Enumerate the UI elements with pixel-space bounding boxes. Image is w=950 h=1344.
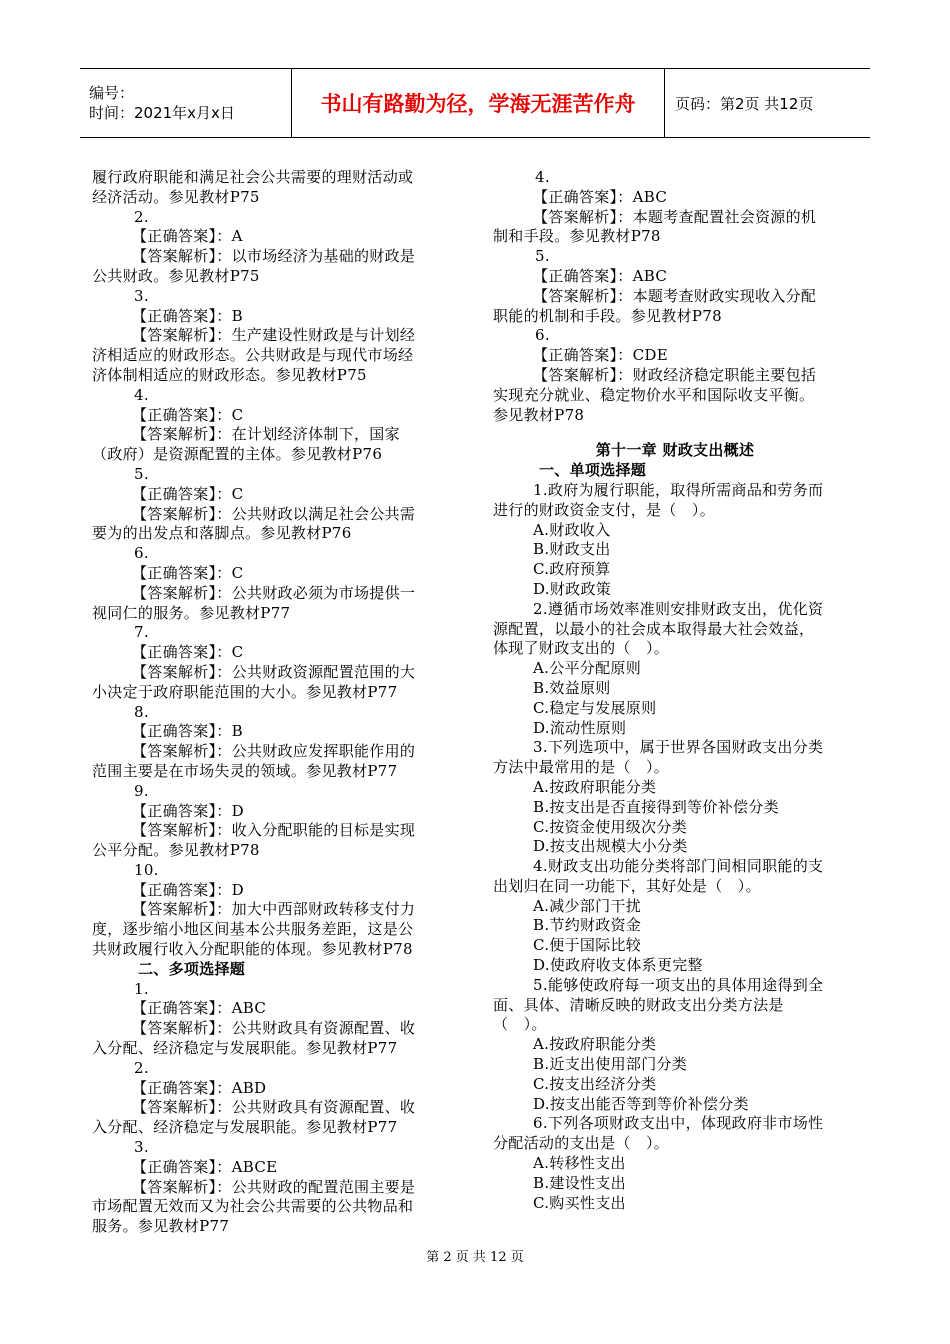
- text-line: B.效益原则: [533, 678, 611, 697]
- header-page-info: 页码：第2页 共12页: [675, 94, 814, 113]
- text-line: 【答案解析】：公共财政具有资源配置、收: [132, 1098, 416, 1117]
- text-line: 5.能够使政府每一项支出的具体用途得到全: [533, 975, 824, 994]
- text-line: 实现充分就业、稳定物价水平和国际收支平衡。: [493, 385, 815, 404]
- text-line: D.流动性原则: [533, 718, 627, 737]
- text-line: A.按政府职能分类: [533, 777, 657, 796]
- text-line: 【答案解析】：加大中西部财政转移支付力: [132, 900, 416, 919]
- text-line: 二、多项选择题: [138, 959, 246, 978]
- text-line: 公平分配。参见教材P78: [92, 841, 260, 860]
- text-line: 10.: [134, 860, 159, 879]
- text-line: A.公平分配原则: [533, 659, 642, 678]
- text-line: 3.: [134, 286, 149, 305]
- text-line: 【正确答案】：D: [132, 801, 244, 820]
- text-line: 【正确答案】：ABC: [533, 187, 668, 206]
- page-header: [80, 68, 870, 138]
- right-column: [493, 168, 857, 1213]
- text-line: 【答案解析】：收入分配职能的目标是实现: [132, 821, 416, 840]
- text-line: 【答案解析】：生产建设性财政是与计划经: [132, 326, 416, 345]
- text-line: 入分配、经济稳定与发展职能。参见教材P77: [92, 1118, 398, 1137]
- text-line: C.政府预算: [533, 560, 611, 579]
- text-line: 4.财政支出功能分类将部门间相同职能的支: [533, 857, 824, 876]
- text-line: 入分配、经济稳定与发展职能。参见教材P77: [92, 1039, 398, 1058]
- text-line: 【答案解析】：公共财政必须为市场提供一: [132, 583, 416, 602]
- text-line: 职能的机制和手段。参见教材P78: [493, 306, 722, 325]
- document-date: 时间：2021年x月x日: [89, 104, 235, 122]
- answer-block-multi-choice: [493, 168, 857, 425]
- text-line: 5.: [134, 464, 149, 483]
- text-line: 【正确答案】：CDE: [533, 346, 668, 365]
- text-line: （ ）。: [493, 1015, 547, 1034]
- text-line: 【答案解析】：公共财政以满足社会公共需: [132, 504, 416, 523]
- text-line: 【正确答案】：C: [132, 484, 244, 503]
- text-line: C.稳定与发展原则: [533, 698, 657, 717]
- text-line: 【答案解析】：公共财政的配置范围主要是: [132, 1177, 416, 1196]
- text-line: 【答案解析】：公共财政具有资源配置、收: [132, 1019, 416, 1038]
- text-line: 济相适应的财政形态。公共财政是与现代市场经: [92, 346, 414, 365]
- question-block-single-choice: [493, 481, 857, 1213]
- text-line: 【答案解析】：财政经济稳定职能主要包括: [533, 365, 817, 384]
- text-line: B.节约财政资金: [533, 916, 642, 935]
- text-line: B.按支出是否直接得到等价补偿分类: [533, 797, 779, 816]
- text-line: 【答案解析】：以市场经济为基础的财政是: [132, 247, 416, 266]
- text-line: D.使政府收支体系更完整: [533, 956, 703, 975]
- text-line: 9.: [134, 781, 149, 800]
- text-line: 小决定于政府职能范围的大小。参见教材P77: [92, 682, 398, 701]
- text-line: 【正确答案】：A: [132, 227, 243, 246]
- text-line: 要为的出发点和落脚点。参见教材P76: [92, 524, 352, 543]
- text-line: 【正确答案】：ABC: [533, 266, 668, 285]
- header-motto: 书山有路勤为径，学海无涯苦作舟: [292, 69, 665, 137]
- text-line: 【正确答案】：C: [132, 405, 244, 424]
- text-line: D.按支出规模大小分类: [533, 837, 688, 856]
- text-line: 范围主要是在市场失灵的领域。参见教材P77: [92, 761, 398, 780]
- text-line: 【正确答案】：ABD: [132, 1078, 267, 1097]
- text-line: 1.政府为履行职能，取得所需商品和劳务而: [533, 480, 824, 499]
- text-line: A.按政府职能分类: [533, 1035, 657, 1054]
- text-line: A.减少部门干扰: [533, 896, 642, 915]
- text-line: 【答案解析】：在计划经济体制下，国家: [132, 425, 400, 444]
- document-number-label: 编号：: [89, 84, 135, 102]
- text-line: 【正确答案】：C: [132, 563, 244, 582]
- text-line: 市场配置无效而又为社会公共需要的公共物品和: [92, 1197, 414, 1216]
- text-line: 2.遵循市场效率准则安排财政支出，优化资: [533, 599, 824, 618]
- text-line: 方法中最常用的是（ ）。: [493, 758, 670, 777]
- left-column: [92, 168, 454, 1237]
- text-line: B.建设性支出: [533, 1173, 626, 1192]
- text-line: 8.: [134, 702, 149, 721]
- text-line: 7.: [134, 623, 149, 642]
- text-line: 制和手段。参见教材P78: [493, 227, 661, 246]
- text-line: 共财政履行收入分配职能的体现。参见教材P78: [92, 940, 413, 959]
- page-footer: 第 2 页 共 12 页: [426, 1250, 524, 1265]
- text-line: A.转移性支出: [533, 1154, 626, 1173]
- text-line: 面、具体、清晰反映的财政支出分类方法是: [493, 995, 784, 1014]
- text-line: 2.: [134, 1058, 149, 1077]
- text-line: 4.: [535, 168, 550, 186]
- text-line: 【正确答案】：ABC: [132, 999, 267, 1018]
- text-line: 源配置，以最小的社会成本取得最大社会效益，: [493, 619, 815, 638]
- text-line: B.近支出使用部门分类: [533, 1055, 688, 1074]
- text-line: 【正确答案】：ABCE: [132, 1157, 278, 1176]
- text-line: C.便于国际比较: [533, 936, 642, 955]
- text-line: 【答案解析】：公共财政应发挥职能作用的: [132, 742, 416, 761]
- section-title: 一、单项选择题: [539, 461, 647, 480]
- text-line: 视同仁的服务。参见教材P77: [92, 603, 291, 622]
- text-line: 6.下列各项财政支出中，体现政府非市场性: [533, 1114, 824, 1133]
- text-line: （政府）是资源配置的主体。参见教材P76: [92, 445, 383, 464]
- text-line: 6.: [134, 544, 149, 563]
- text-line: A.财政收入: [533, 520, 611, 539]
- text-line: 服务。参见教材P77: [92, 1217, 230, 1236]
- text-line: 公共财政。参见教材P75: [92, 266, 260, 285]
- text-line: 【正确答案】：B: [132, 722, 243, 741]
- text-line: 体现了财政支出的（ ）。: [493, 639, 670, 658]
- text-line: 履行政府职能和满足社会公共需要的理财活动或: [92, 168, 414, 186]
- header-meta: [80, 69, 292, 137]
- text-line: C.按支出经济分类: [533, 1074, 657, 1093]
- text-line: 3.: [134, 1138, 149, 1157]
- text-line: 4.: [134, 385, 149, 404]
- text-line: 经济活动。参见教材P75: [92, 187, 260, 206]
- text-line: C.购买性支出: [533, 1193, 626, 1212]
- text-line: 进行的财政资金支付，是（ ）。: [493, 500, 716, 519]
- text-line: 【正确答案】：C: [132, 643, 244, 662]
- text-line: 1.: [134, 979, 149, 998]
- text-line: 参见教材P78: [493, 405, 585, 424]
- text-line: 【答案解析】：公共财政资源配置范围的大: [132, 662, 416, 681]
- text-line: 济体制相适应的财政形态。参见教材P75: [92, 365, 367, 384]
- chapter-title: 第十一章 财政支出概述: [595, 441, 755, 460]
- text-line: 分配活动的支出是（ ）。: [493, 1134, 670, 1153]
- text-line: 度，逐步缩小地区间基本公共服务差距，这是公: [92, 920, 414, 939]
- text-line: 【正确答案】：D: [132, 880, 244, 899]
- text-line: 3.下列选项中，属于世界各国财政支出分类: [533, 738, 824, 757]
- text-line: D.财政政策: [533, 579, 612, 598]
- text-line: 【答案解析】：本题考查配置社会资源的机: [533, 207, 817, 226]
- text-line: D.按支出能否等到等价补偿分类: [533, 1094, 749, 1113]
- text-line: C.按资金使用级次分类: [533, 817, 688, 836]
- text-line: 【答案解析】：本题考查财政实现收入分配: [533, 286, 817, 305]
- text-line: 5.: [535, 247, 550, 266]
- text-line: 【正确答案】：B: [132, 306, 243, 325]
- text-line: 2.: [134, 207, 149, 226]
- text-line: 6.: [535, 326, 550, 345]
- text-line: B.财政支出: [533, 540, 611, 559]
- text-line: 出划归在同一功能下，其好处是（ ）。: [493, 876, 761, 895]
